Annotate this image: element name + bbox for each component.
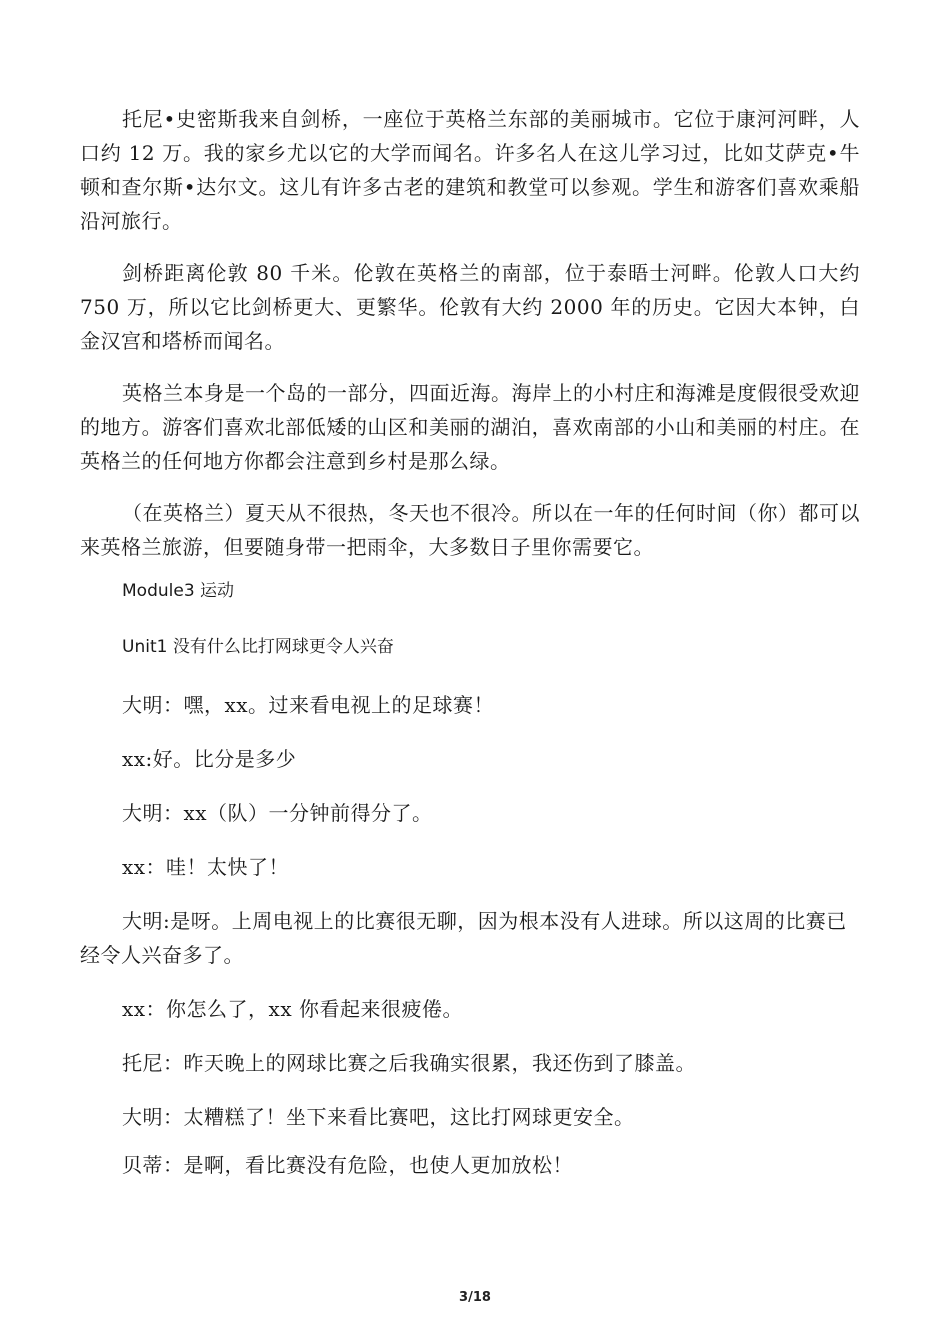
paragraph-london: 剑桥距离伦敦 80 千米。伦敦在英格兰的南部，位于泰晤士河畔。伦敦人口大约 750 万，所以它比剑桥更大、更繁华。伦敦有大约 2000 年的历史。它因大本钟，白金汉宫和塔桥而闻名。: [80, 261, 860, 353]
unit-title: Unit1 没有什么比打网球更令人兴奋: [122, 637, 394, 657]
dialogue-line: xx:好。比分是多少: [122, 747, 297, 771]
dialogue-line: 大明:是呀。上周电视上的比赛很无聊，因为根本没有人进球。所以这周的比赛已经令人兴奋多了。: [80, 909, 847, 967]
dialogue-line: 大明：嘿，xx。过来看电视上的足球赛！: [122, 693, 495, 717]
dialogue-line: 大明：xx（队）一分钟前得分了。: [122, 801, 433, 825]
dialogue-line: 贝蒂：是啊，看比赛没有危险，也使人更加放松！: [122, 1153, 573, 1177]
page-number: 3/18: [459, 1290, 491, 1305]
paragraph-weather: （在英格兰）夏天从不很热，冬天也不很冷。所以在一年的任何时间（你）都可以来英格兰旅游，但要随身带一把雨伞，大多数日子里你需要它。: [80, 501, 860, 559]
dialogue-line: xx：你怎么了，xx 你看起来很疲倦。: [122, 997, 463, 1021]
dialogue-line: 托尼：昨天晚上的网球比赛之后我确实很累，我还伤到了膝盖。: [122, 1051, 696, 1075]
document-body: [80, 102, 860, 1202]
dialogue-line: xx：哇！太快了！: [122, 855, 290, 879]
paragraph-england: 英格兰本身是一个岛的一部分，四面近海。海岸上的小村庄和海滩是度假很受欢迎的地方。游客们喜欢北部低矮的山区和美丽的湖泊，喜欢南部的小山和美丽的村庄。在英格兰的任何地方你都会注意到乡村是那么绿。: [80, 381, 860, 473]
dialogue-line: 大明：太糟糕了！坐下来看比赛吧，这比打网球更安全。: [122, 1105, 635, 1129]
module-title: Module3 运动: [122, 581, 235, 601]
paragraph-cambridge: 托尼•史密斯我来自剑桥，一座位于英格兰东部的美丽城市。它位于康河河畔，人口约 12 万。我的家乡尤以它的大学而闻名。许多名人在这儿学习过，比如艾萨克•牛顿和查尔斯•达尔文。这儿有许多古老的建筑和教堂可以参观。学生和游客们喜欢乘船沿河旅行。: [80, 107, 860, 233]
